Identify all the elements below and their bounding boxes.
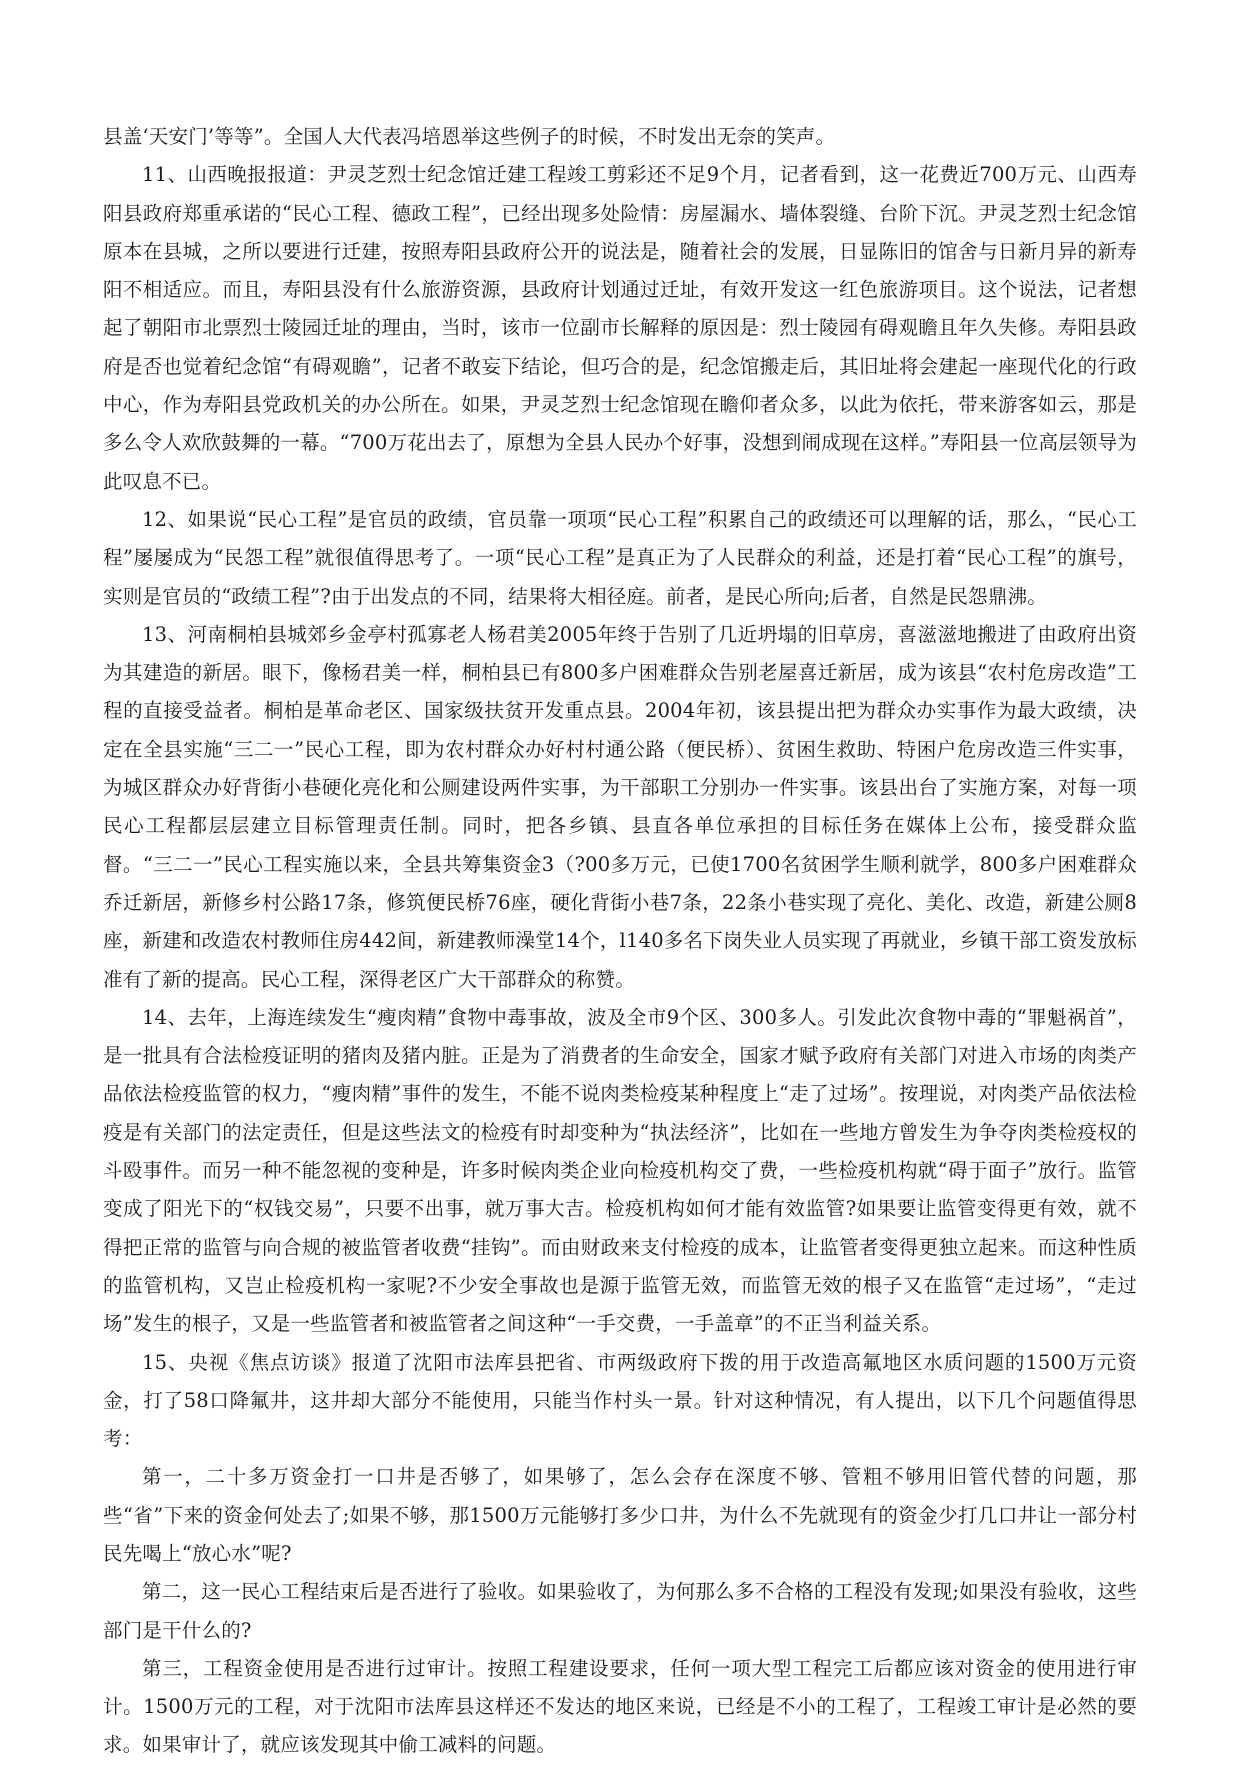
paragraph-item-14: 14、去年，上海连续发生“瘦肉精”食物中毒事故，波及全市9个区、300多人。引发此次食物中毒的“罪魁祸首”，是一批具有合法检疫证明的猪肉及猪内脏。正是为了消费者的生命安全，国家才赋予政府有关部门对进入市场的肉类产品依法检疫监管的权力，“瘦肉精”事件的发生，不能不说肉类检疫某种程度上“走了过场”。按理说，对肉类产品依法检疫是有关部门的法定责任，但是这些法文的检疫有时却变种为“执法经济”，比如在一些地方曾发生为争夺肉类检疫权的斗殴事件。而另一种不能忽视的变种是，许多时候肉类企业向检疫机构交了费，一些检疫机构就“碍于面子”放行。监管变成了阳光下的“权钱交易”，只要不出事，就万事大吉。检疫机构如何才能有效监管?如果要让监管变得更有效，就不得把正常的监管与向合规的被监管者收费“挂钩”。而由财政来支付检疫的成本，让监管者变得更独立起来。而这种性质的监管机构，又岂止检疫机构一家呢?不少安全事故也是源于监管无效，而监管无效的根子又在监管“走过场”，“走过场”发生的根子，又是一些监管者和被监管者之间这种“一手交费，一手盖章”的不正当利益关系。 <box>103 1005 1137 1336</box>
paragraph-item-11: 11、山西晚报报道：尹灵芝烈士纪念馆迁建工程竣工剪彩还不足9个月，记者看到，这一花费近700万元、山西寿阳县政府郑重承诺的“民心工程、德政工程”，已经出现多处险情：房屋漏水、墙体裂缝、台阶下沉。尹灵芝烈士纪念馆原本在县城，之所以要进行迁建，按照寿阳县政府公开的说法是，随着社会的发展，日显陈旧的馆舍与日新月异的新寿阳不相适应。而且，寿阳县没有什么旅游资源，县政府计划通过迁址，有效开发这一红色旅游项目。这个说法，记者想起了朝阳市北票烈士陵园迁址的理由，当时，该市一位副市长解释的原因是：烈士陵园有碍观瞻且年久失修。寿阳县政府是否也觉着纪念馆“有碍观瞻”，记者不敢妄下结论，但巧合的是，纪念馆搬走后，其旧址将会建起一座现代化的行政中心，作为寿阳县党政机关的办公所在。如果，尹灵芝烈士纪念馆现在瞻仰者众多，以此为依托，带来游客如云，那是多么令人欢欣鼓舞的一幕。“700万花出去了，原想为全县人民办个好事，没想到闹成现在这样。”寿阳县一位高层领导为此叹息不已。 <box>103 163 1137 493</box>
paragraph-item-13: 13、河南桐柏县城郊乡金亭村孤寡老人杨君美2005年终于告别了几近坍塌的旧草房，喜滋滋地搬进了由政府出资为其建造的新居。眼下，像杨君美一样，桐柏县已有800多户困难群众告别老屋喜迁新居，成为该县“农村危房改造”工程的直接受益者。桐柏是革命老区、国家级扶贫开发重点县。2004年初，该县提出把为群众办实事作为最大政绩，决定在全县实施“三二一”民心工程，即为农村群众办好村村通公路（便民桥）、贫困生救助、特困户危房改造三件实事，为城区群众办好背街小巷硬化亮化和公厕建设两件实事，为干部职工分别办一件实事。该县出台了实施方案，对每一项民心工程都层层建立目标管理责任制。同时，把各乡镇、县直各单位承担的目标任务在媒体上公布，接受群众监督。“三二一”民心工程实施以来，全县共筹集资金3（?00多万元，已使1700名贫困学生顺利就学，800多户困难群众乔迁新居，新修乡村公路17条，修筑便民桥76座，硬化背街小巷7条，22条小巷实现了亮化、美化、改造，新建公厕8座，新建和改造农村教师住房442间，新建教师澡堂14个，l140多名下岗失业人员实现了再就业，乡镇干部工资发放标准有了新的提高。民心工程，深得老区广大干部群众的称赞。 <box>103 622 1137 991</box>
paragraph-point-second: 第二，这一民心工程结束后是否进行了验收。如果验收了，为何那么多不合格的工程没有发现;如果没有验收，这些部门是干什么的? <box>103 1580 1137 1642</box>
paragraph-item-12: 12、如果说“民心工程”是官员的政绩，官员靠一项项“民心工程”积累自己的政绩还可以理解的话，那么，“民心工程”屡屡成为“民怨工程”就很值得思考了。一项“民心工程”是真正为了人民群众的利益，还是打着“民心工程”的旗号，实则是官员的“政绩工程”?由于出发点的不同，结果将大相径庭。前者，是民心所向;后者，自然是民怨鼎沸。 <box>103 507 1137 608</box>
paragraph-point-third: 第三，工程资金使用是否进行过审计。按照工程建设要求，任何一项大型工程完工后都应该对资金的使用进行审计。1500万元的工程，对于沈阳市法库县这样还不发达的地区来说，已经是不小的工程了，工程竣工审计是必然的要求。如果审计了，就应该发现其中偷工减料的问题。 <box>103 1656 1137 1757</box>
paragraph-point-first: 第一，二十多万资金打一口井是否够了，如果够了，怎么会存在深度不够、管粗不够用旧管代替的问题，那些“省”下来的资金何处去了;如果不够，那1500万元能够打多少口井，为什么不先就现有的资金少打几口井让一部分村民先喝上“放心水”呢? <box>103 1465 1137 1565</box>
paragraph-item-15: 15、央视《焦点访谈》报道了沈阳市法库县把省、市两级政府下拨的用于改造高氟地区水质问题的1500万元资金，打了58口降氟井，这井却大部分不能使用，只能当作村头一景。针对这种情况，有人提出，以下几个问题值得思考： <box>103 1350 1137 1451</box>
paragraph-continuation: 县盖‘天安门’等等”。全国人大代表冯培恩举这些例子的时候，不时发出无奈的笑声。 <box>103 125 836 148</box>
